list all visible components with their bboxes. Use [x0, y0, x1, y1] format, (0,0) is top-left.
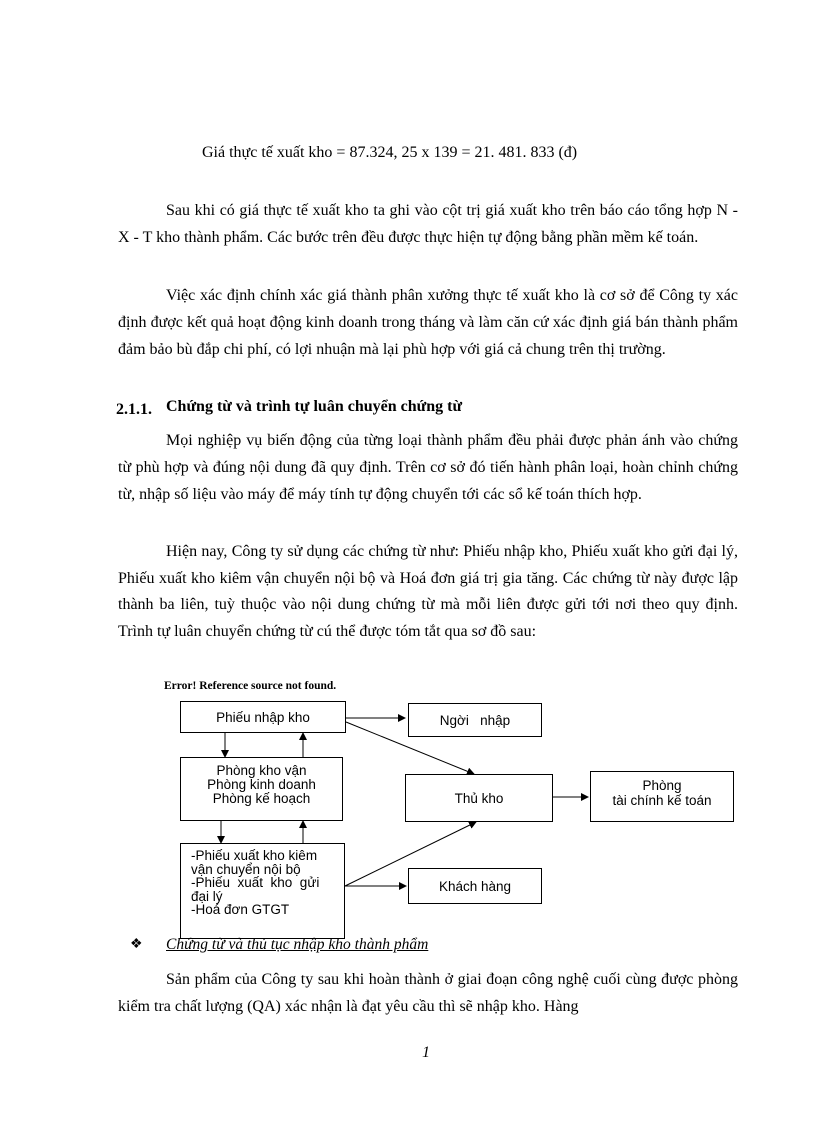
box-phong-ke-hoach: Phòng kế hoạch	[212, 791, 311, 806]
box-khach-hang-label: Khách hàng	[438, 878, 512, 894]
box-phieu-xuat-line4: đại lý	[191, 888, 223, 904]
formula-line: Giá thực tế xuất kho = 87.324, 25 x 139 = 21. 481. 833 (đ)	[202, 144, 578, 161]
paragraph-2-text: Việc xác định chính xác giá thành phân xưởng thực tế xuất kho là cơ sở để Công ty xác định được kết quả hoạt động kinh doanh trong tháng và làm căn cứ xác định giá bán thành phẩm đảm bảo bù đắp chi phí, có lợi nhuận mà lại phù hợp với giá cả chung trên thị trường.	[118, 287, 738, 358]
box-thu-kho-label: Thủ kho	[454, 790, 504, 806]
paragraph-3-text: Mọi nghiệp vụ biến động của từng loại thành phẩm đều phải được phản ánh vào chứng từ phù hợp và đúng nội dung đã quy định. Trên cơ sở đó tiến hành phân loại, hoàn chỉnh chứng từ, nhập số liệu vào máy để máy tính tự động chuyển tới các sổ kế toán thích hợp.	[118, 432, 738, 503]
paragraph-5-text: Sản phẩm của Công ty sau khi hoàn thành ở giai đoạn công nghệ cuối cùng được phòng kiểm tra chất lượng (QA) xác nhận là đạt yêu cầu thì sẽ nhập kho. Hàng	[118, 971, 738, 1015]
section-number: 2.1.1.	[116, 401, 152, 418]
box-phieu-xuat-line3: -Phiếu xuất kho gửi	[191, 875, 320, 890]
box-phong-kinh-doanh: Phòng kinh doanh	[207, 777, 316, 792]
paragraph-4-text: Hiện nay, Công ty sử dụng các chứng từ như: Phiếu nhập kho, Phiếu xuất kho gửi đại lý, Phiếu xuất kho kiêm vận chuyển nội bộ và Hoá đơn giá trị gia tăng. Các chứng từ này được lập thành ba liên, tuỳ thuộc vào nội dung chứng từ mà mỗi liên được gửi tới nơi theo quy định. Trình tự luân chuyển chứng từ cú thể được tóm tắt qua sơ đồ sau:	[118, 543, 738, 640]
box-thu-kho	[405, 774, 553, 822]
box-phieu-xuat	[180, 843, 345, 939]
box-nguoi-nhap-label: Ngời nhập	[439, 712, 511, 728]
box-phieu-xuat-line1: -Phiếu xuất kho kiêm	[191, 848, 318, 863]
paragraph-5	[118, 966, 738, 1020]
box-phong-tai-chinh	[590, 771, 734, 822]
box-phieu-xuat-line5: -Hoá đơn GTGT	[191, 902, 290, 917]
error-reference-text: Error! Reference source not found.	[164, 680, 337, 692]
section-title: Chứng từ và trình tự luân chuyển chứng từ	[166, 398, 463, 415]
box-phong-kho-van: Phòng kho vận	[216, 763, 307, 778]
box-phieu-nhap-kho	[180, 701, 346, 733]
box-phong-tai-chinh-line1: Phòng	[642, 778, 682, 793]
bullet-heading: Chứng từ và thủ tục nhập kho thành phẩm	[166, 936, 429, 953]
box-khach-hang	[408, 868, 542, 904]
box-phieu-xuat-line2: vận chuyển nội bộ	[191, 861, 301, 877]
page-number: 1	[422, 1044, 430, 1061]
bullet-diamond-icon: ❖	[130, 937, 143, 952]
box-nguoi-nhap	[408, 703, 542, 737]
box-phong-tai-chinh-line2: tài chính kế toán	[612, 793, 712, 808]
box-phong-ban	[180, 757, 343, 821]
box-phieu-nhap-kho-label: Phiếu nhập kho	[216, 709, 310, 725]
paragraph-1-text: Sau khi có giá thực tế xuất kho ta ghi vào cột trị giá xuất kho trên báo cáo tổng hợp N - X - T kho thành phẩm. Các bước trên đều được thực hiện tự động bằng phần mềm kế toán.	[118, 202, 738, 246]
